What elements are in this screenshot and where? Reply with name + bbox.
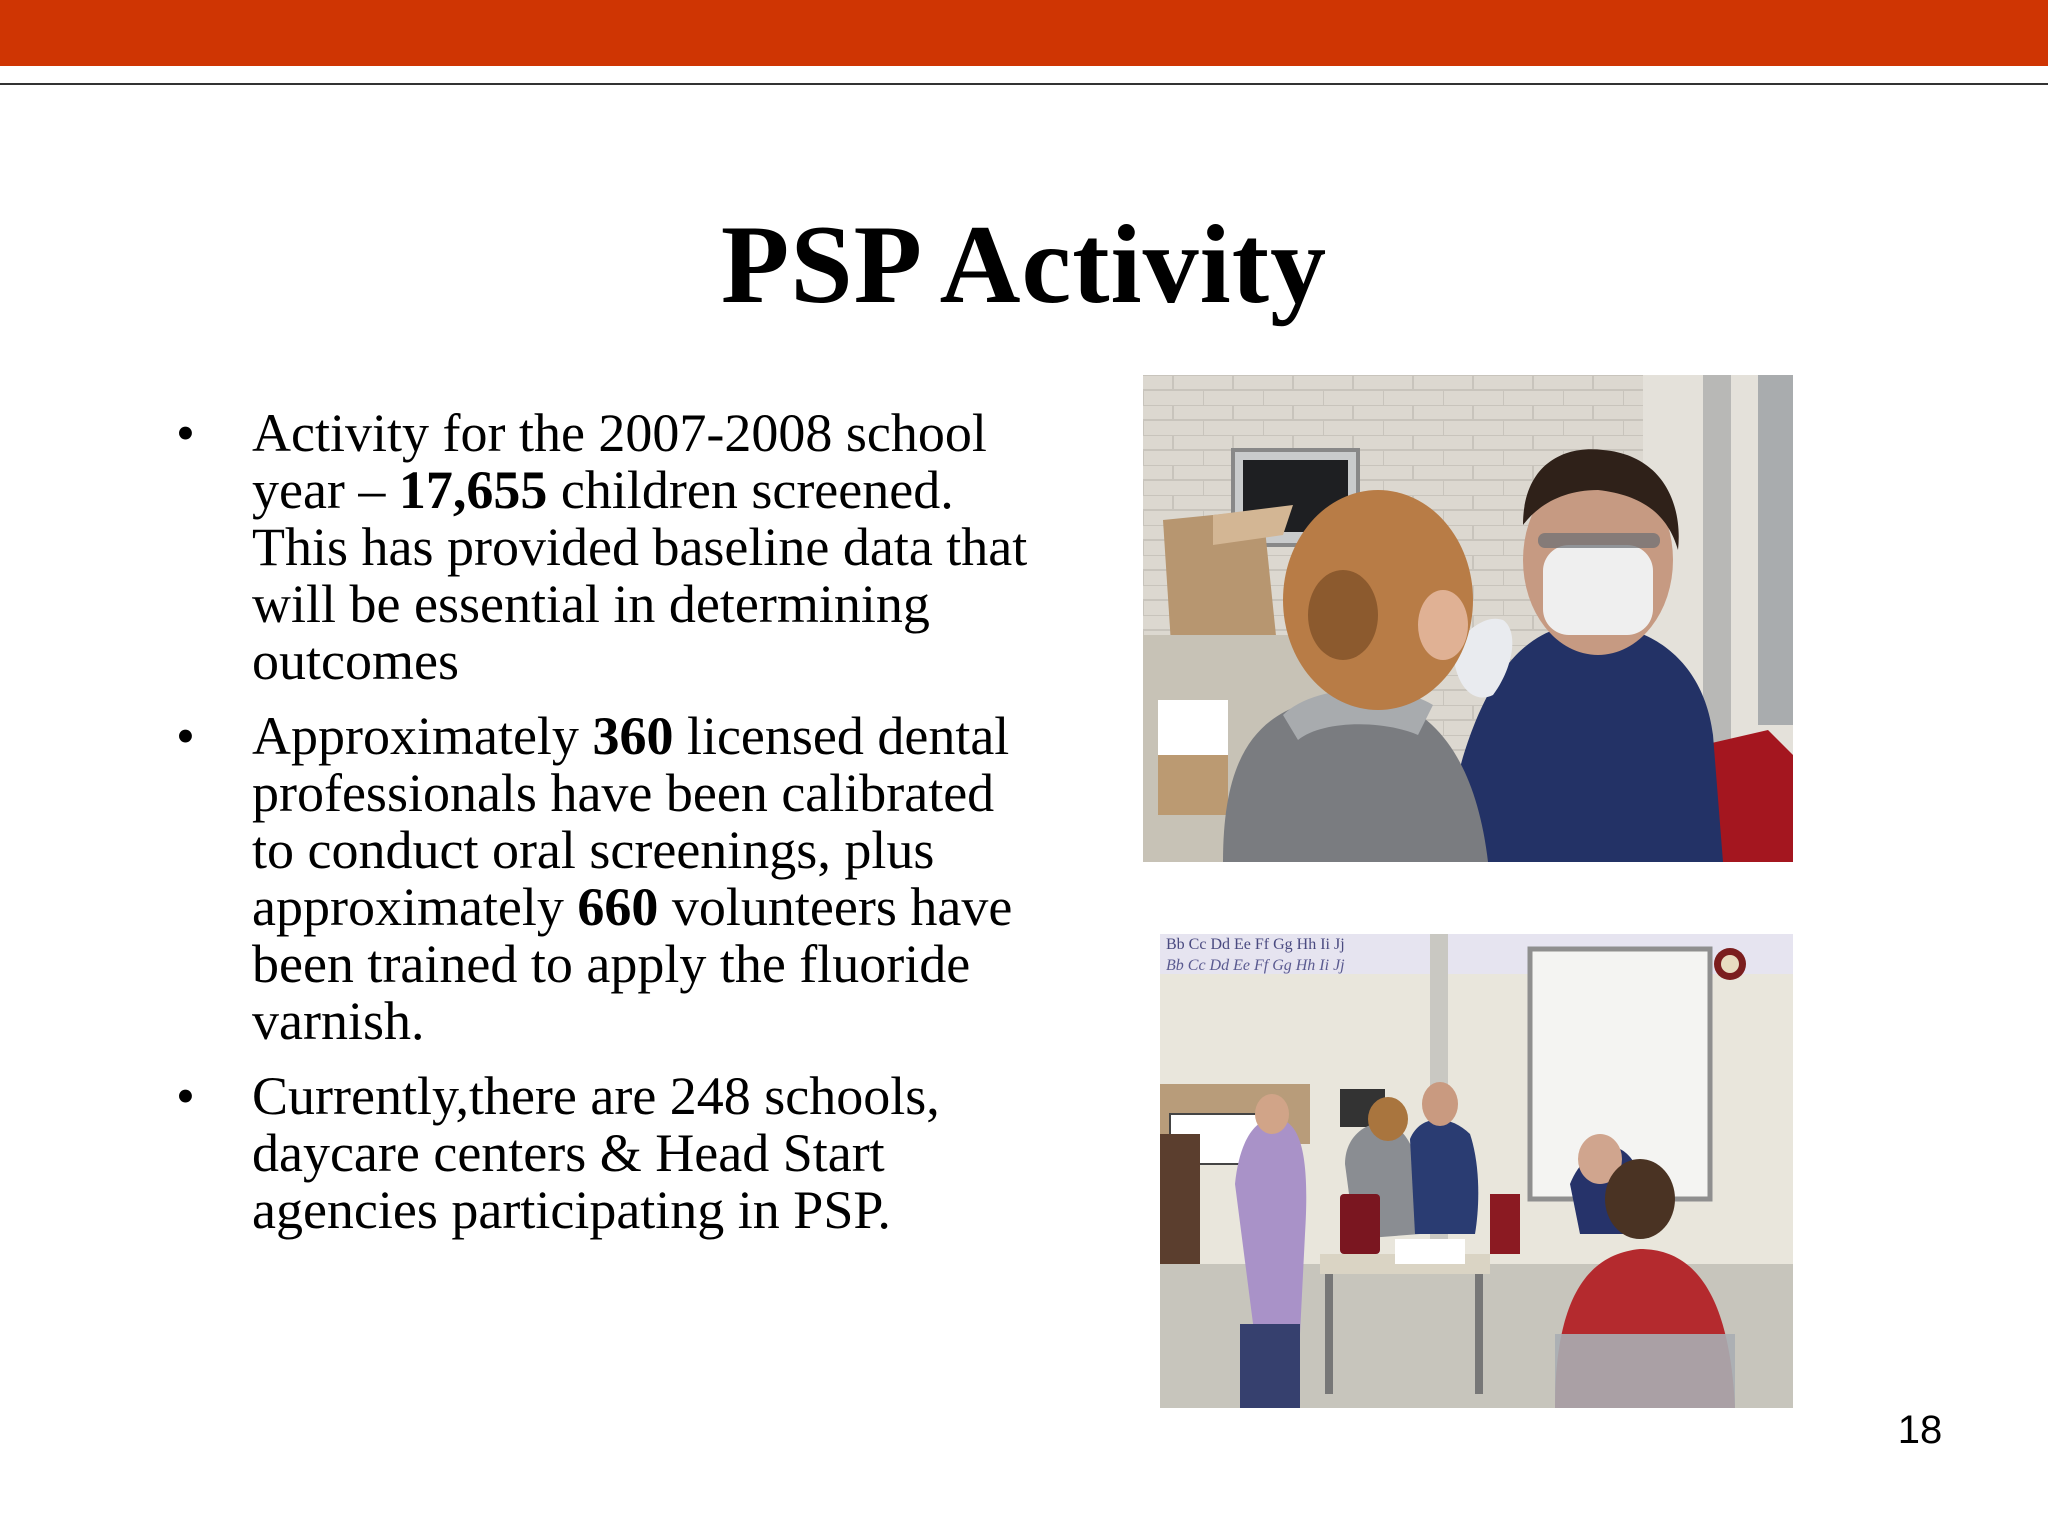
bullet-dot: • xyxy=(176,706,195,766)
bullet-text: licensed dental professionals have been calibrated to conduct oral screenings, plus approximately xyxy=(252,706,1010,937)
photo-classroom-screening xyxy=(1160,934,1793,1408)
alphabet-chart-row-cursive: Bb Cc Dd Ee Ff Gg Hh Ii Jj xyxy=(1166,957,1345,974)
bullet-item-screening xyxy=(168,405,1048,690)
bullet-text: Approximately xyxy=(252,706,593,766)
bullet-item-schools xyxy=(168,1068,1048,1239)
bullet-text: Currently,there are 248 schools, daycare centers & Head Start agencies participating in PSP. xyxy=(252,1066,940,1240)
bullet-highlight: 17,655 xyxy=(398,460,548,520)
bullet-text: Activity for the 2007-2008 school year – xyxy=(252,403,987,520)
header-divider xyxy=(0,83,2048,85)
bullet-dot: • xyxy=(176,403,195,463)
bullet-highlight: 660 xyxy=(577,877,659,937)
bullet-highlight: 360 xyxy=(592,706,674,766)
bullet-list xyxy=(168,405,1048,1257)
bullet-text: children screened. This has provided baseline data that will be essential in determining outcomes xyxy=(252,460,1028,691)
page-number: 18 xyxy=(1897,1408,1943,1452)
bullet-text: volunteers have been trained to apply the fluoride varnish. xyxy=(252,877,1013,1051)
bullet-dot: • xyxy=(176,1066,195,1126)
alphabet-chart-row: Bb Cc Dd Ee Ff Gg Hh Ii Jj xyxy=(1166,936,1345,953)
header-accent-bar xyxy=(0,0,2048,66)
bullet-item-professionals xyxy=(168,708,1048,1050)
slide-title: PSP Activity xyxy=(720,203,1328,327)
photo-dental-screening xyxy=(1143,375,1793,862)
